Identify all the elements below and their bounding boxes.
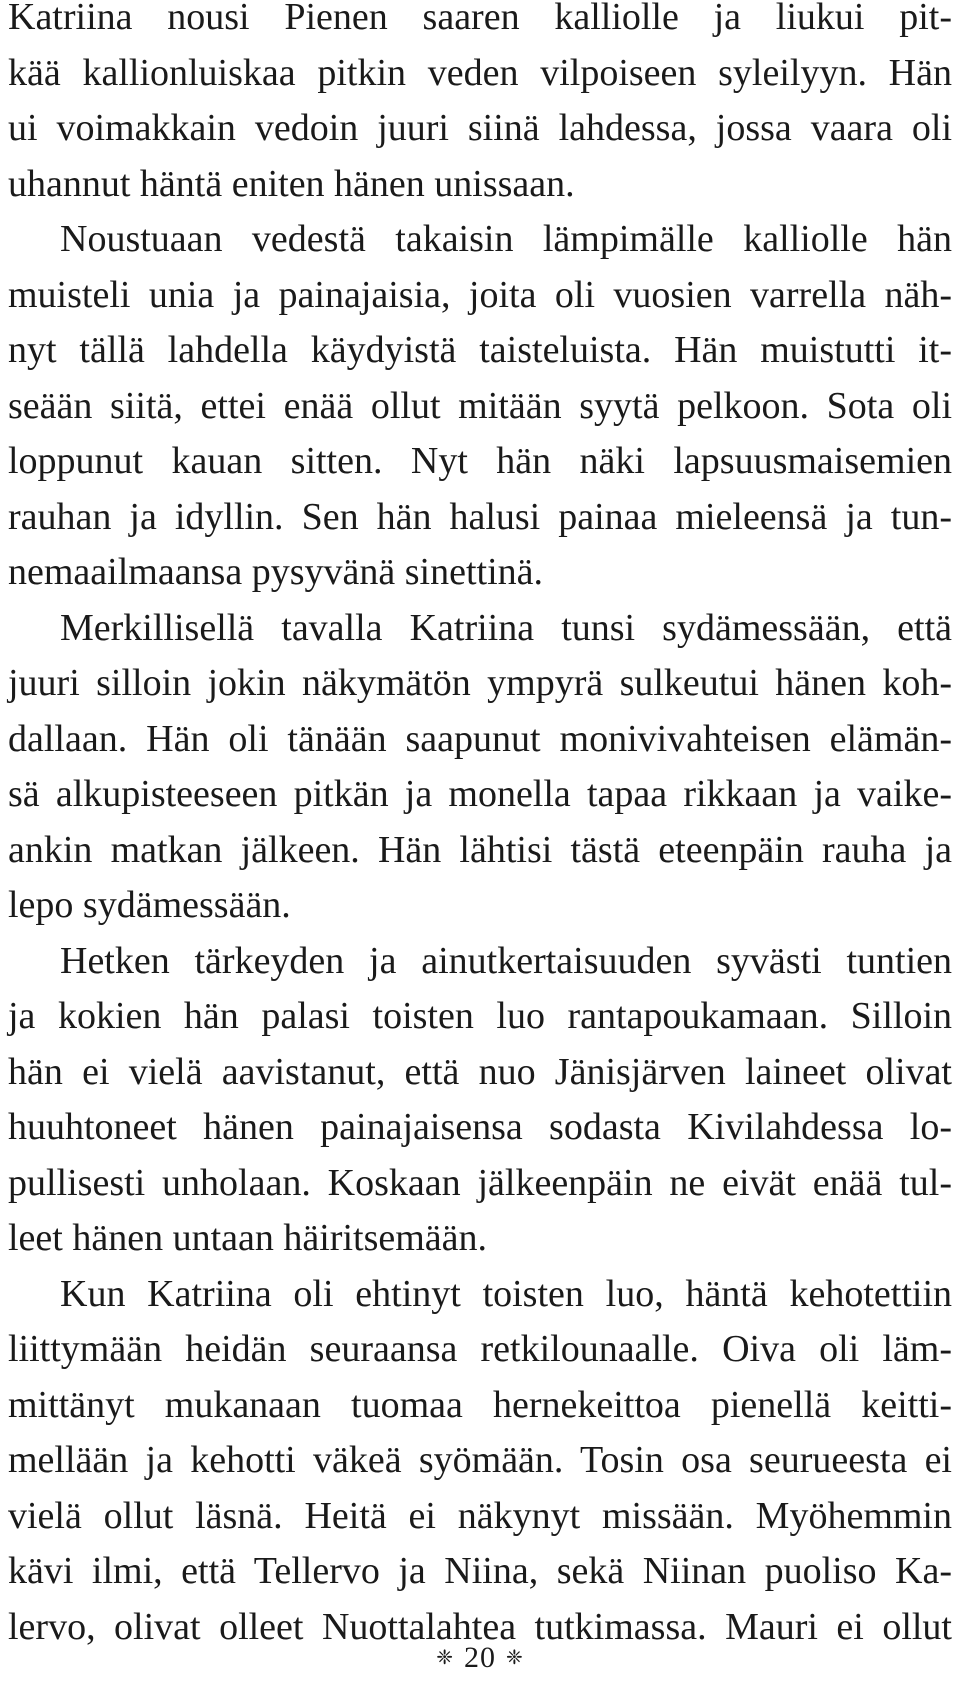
page-footer [8,1640,952,1678]
text-line: sä alkupisteeseen pitkän ja monella tapaa rikkaan ja vaike- [8,773,952,815]
paragraph-1 [8,0,952,212]
text-line: uhannut häntä eniten hänen unissaan. [8,162,575,205]
text-line: ja kokien hän palasi toisten luo rantapoukamaan. Silloin [8,995,952,1037]
text-line: rauhan ja idyllin. Sen hän halusi painaa mieleensä ja tun- [8,495,952,538]
text-line: Kun Katriina oli ehtinyt toisten luo, häntä kehotettiin [60,1272,952,1315]
text-line: leet hänen untaan häiritsemään. [8,1217,488,1259]
text-line: vielä ollut läsnä. Heitä ei näkynyt missään. Myöhemmin [8,1494,952,1537]
text-line: mellään ja kehotti väkeä syömään. Tosin osa seurueesta ei [8,1439,952,1481]
text-line: loppunut kauan sitten. Nyt hän näki lapsuusmaisemien [8,440,952,482]
text-line: seään siitä, ettei enää ollut mitään syytä pelkoon. Sota oli [8,384,952,427]
text-line: nyt tällä lahdella käydyistä taisteluista. Hän muistutti it- [8,329,952,371]
paragraph-2 [8,212,952,601]
text-line: pullisesti unholaan. Koskaan jälkeenpäin ne eivät enää tul- [8,1161,952,1204]
text-line: juuri silloin jokin näkymätön ympyrä sulkeutui hänen koh- [8,662,952,704]
text-line: muisteli unia ja painajaisia, joita oli vuosien varrella näh- [8,273,952,316]
text-line: hän ei vielä aavistanut, että nuo Jänisjärven laineet olivat [8,1050,952,1093]
text-line: mittänyt mukanaan tuomaa hernekeittoa pienellä keitti- [8,1383,952,1426]
text-line: Noustuaan vedestä takaisin lämpimälle kalliolle hän [60,218,952,260]
ornament-right-icon: ❈ [506,1647,524,1670]
book-page [8,0,952,1674]
text-line: Merkillisellä tavalla Katriina tunsi sydämessään, että [60,606,952,649]
text-line: liittymään heidän seuraansa retkilounaalle. Oiva oli läm- [8,1328,952,1370]
text-line: dallaan. Hän oli tänään saapunut monivivahteisen elämän- [8,717,952,760]
text-line: ankin matkan jälkeen. Hän lähtisi tästä eteenpäin rauha ja [8,828,952,871]
ornament-left-icon: ❈ [436,1647,454,1670]
text-line: kää kallionluiskaa pitkin veden vilpoiseen syleilyyn. Hän [8,51,952,94]
text-line: huuhtoneet hänen painajaisensa sodasta Kivilahdessa lo- [8,1106,952,1148]
text-line: lepo sydämessään. [8,884,291,926]
paragraph-5 [8,1267,952,1656]
text-line: Hetken tärkeyden ja ainutkertaisuuden syvästi tuntien [60,939,952,982]
paragraph-4 [8,934,952,1267]
text-line: nemaailmaansa pysyvänä sinettinä. [8,551,543,593]
text-line: kävi ilmi, että Tellervo ja Niina, sekä Niinan puoliso Ka- [8,1550,952,1592]
paragraph-3 [8,601,952,934]
page-number: 20 [464,1641,496,1674]
text-line: Katriina nousi Pienen saaren kalliolle ja liukui pit- [8,0,952,38]
text-line: lervo, olivat olleet Nuottalahtea tutkimassa. Mauri ei ollut [8,1605,952,1648]
text-line: ui voimakkain vedoin juuri siinä lahdessa, jossa vaara oli [8,107,952,149]
